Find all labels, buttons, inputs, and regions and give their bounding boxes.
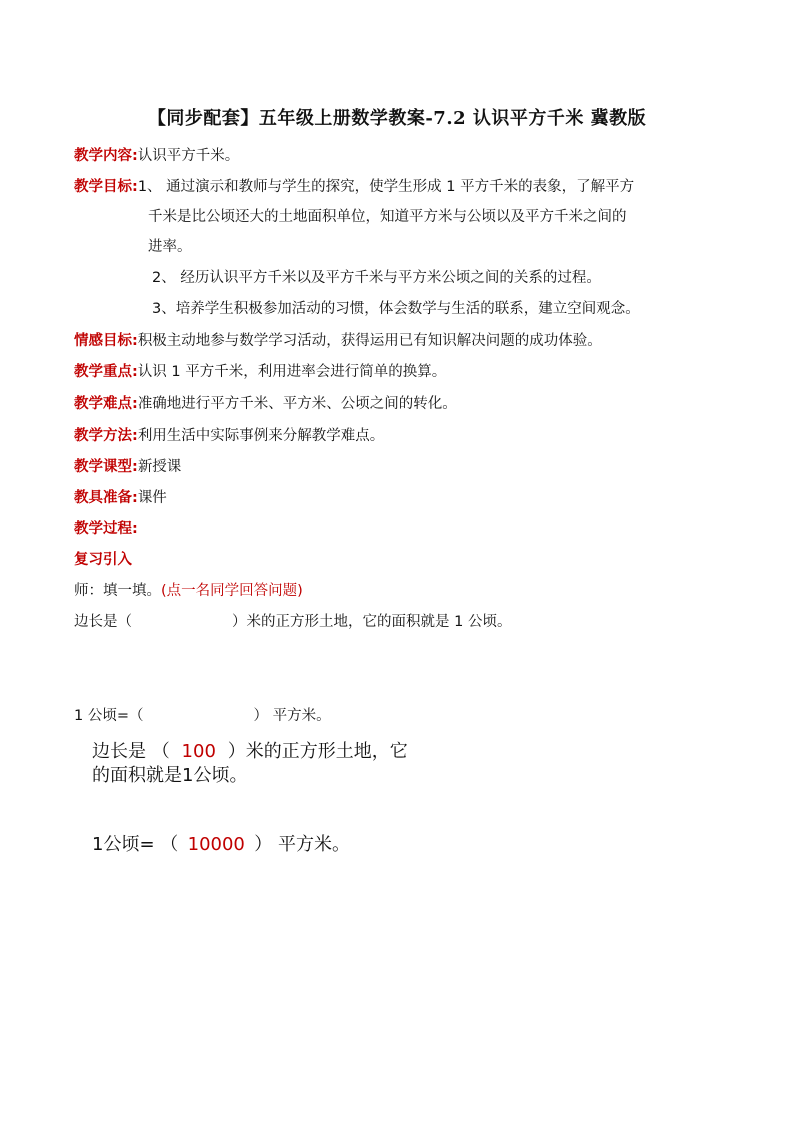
goals-item1-line1: 1、 通过演示和教师与学生的探究，使学生形成 1 平方千米的表象，了解平方 bbox=[137, 179, 635, 195]
method-label: 教学方法: bbox=[74, 428, 138, 444]
lesson-type-row bbox=[74, 457, 181, 477]
tools-row bbox=[74, 488, 167, 508]
difficulty-label: 教学难点: bbox=[74, 396, 138, 412]
process-row bbox=[74, 519, 138, 539]
content-label: 教学内容: bbox=[74, 148, 138, 164]
question2-after: ） 平方米。 bbox=[253, 708, 331, 724]
difficulty-text: 准确地进行平方千米、平方米、公顷之间的转化。 bbox=[137, 396, 457, 412]
goals-label: 教学目标: bbox=[74, 179, 138, 195]
goals-item1-line3: 进率。 bbox=[148, 239, 192, 255]
lesson-type-label: 教学课型: bbox=[74, 459, 138, 475]
slide-answer-block bbox=[92, 740, 408, 788]
teacher-text: 师：填一填。 bbox=[74, 583, 161, 599]
question2-before: 1 公顷=（ bbox=[74, 708, 144, 724]
teacher-note: (点一名同学回答问题) bbox=[161, 583, 303, 599]
question1 bbox=[74, 612, 511, 632]
teacher-line bbox=[74, 581, 303, 601]
goals-item2: 2、 经历认识平方千米以及平方千米与平方米公顷之间的关系的过程。 bbox=[152, 270, 601, 286]
slide-line3-after: ） 平方米。 bbox=[254, 834, 350, 855]
question2 bbox=[74, 706, 331, 726]
content-text: 认识平方千米。 bbox=[137, 148, 240, 164]
emotion-text: 积极主动地参与数学学习活动，获得运用已有知识解决问题的成功体验。 bbox=[137, 333, 602, 349]
slide-line2: 的面积就是1公顷。 bbox=[92, 765, 248, 786]
method-row bbox=[74, 426, 384, 446]
content-row bbox=[74, 146, 239, 166]
emotion-label: 情感目标: bbox=[74, 333, 138, 349]
key-point-text: 认识 1 平方千米，利用进率会进行简单的换算。 bbox=[137, 364, 447, 380]
slide-line1-before: 边长是 （ bbox=[92, 741, 170, 762]
key-point-label: 教学重点: bbox=[74, 364, 138, 380]
slide-line1-after: ）米的正方形土地，它 bbox=[227, 741, 408, 762]
slide-answer1: 100 bbox=[181, 741, 216, 762]
slide-answer2: 10000 bbox=[187, 834, 245, 855]
goals-item1-line2: 千米是比公顷还大的土地面积单位，知道平方米与公顷以及平方千米之间的 bbox=[148, 209, 627, 225]
slide-line3-before: 1公顷= （ bbox=[92, 834, 179, 855]
question1-before: 边长是（ bbox=[74, 614, 132, 630]
lesson-type-text: 新授课 bbox=[137, 459, 182, 475]
slide-line3 bbox=[92, 830, 350, 856]
review-label: 复习引入 bbox=[74, 552, 132, 568]
process-label: 教学过程: bbox=[74, 521, 138, 537]
goals-item3: 3、培养学生积极参加活动的习惯，体会数学与生活的联系，建立空间观念。 bbox=[152, 301, 640, 317]
emotion-row bbox=[74, 331, 602, 351]
tools-label: 教具准备: bbox=[74, 490, 138, 506]
key-point-row bbox=[74, 362, 446, 382]
method-text: 利用生活中实际事例来分解教学难点。 bbox=[137, 428, 385, 444]
page-title: 【同步配套】五年级上册数学教案-7.2 认识平方千米 冀教版 bbox=[147, 108, 647, 129]
slide-line1 bbox=[92, 740, 408, 764]
question1-after: ）米的正方形土地，它的面积就是 1 公顷。 bbox=[232, 614, 512, 630]
review-row bbox=[74, 550, 132, 570]
difficulty-row bbox=[74, 394, 457, 414]
tools-text: 课件 bbox=[137, 490, 167, 506]
goals-row bbox=[74, 177, 634, 197]
